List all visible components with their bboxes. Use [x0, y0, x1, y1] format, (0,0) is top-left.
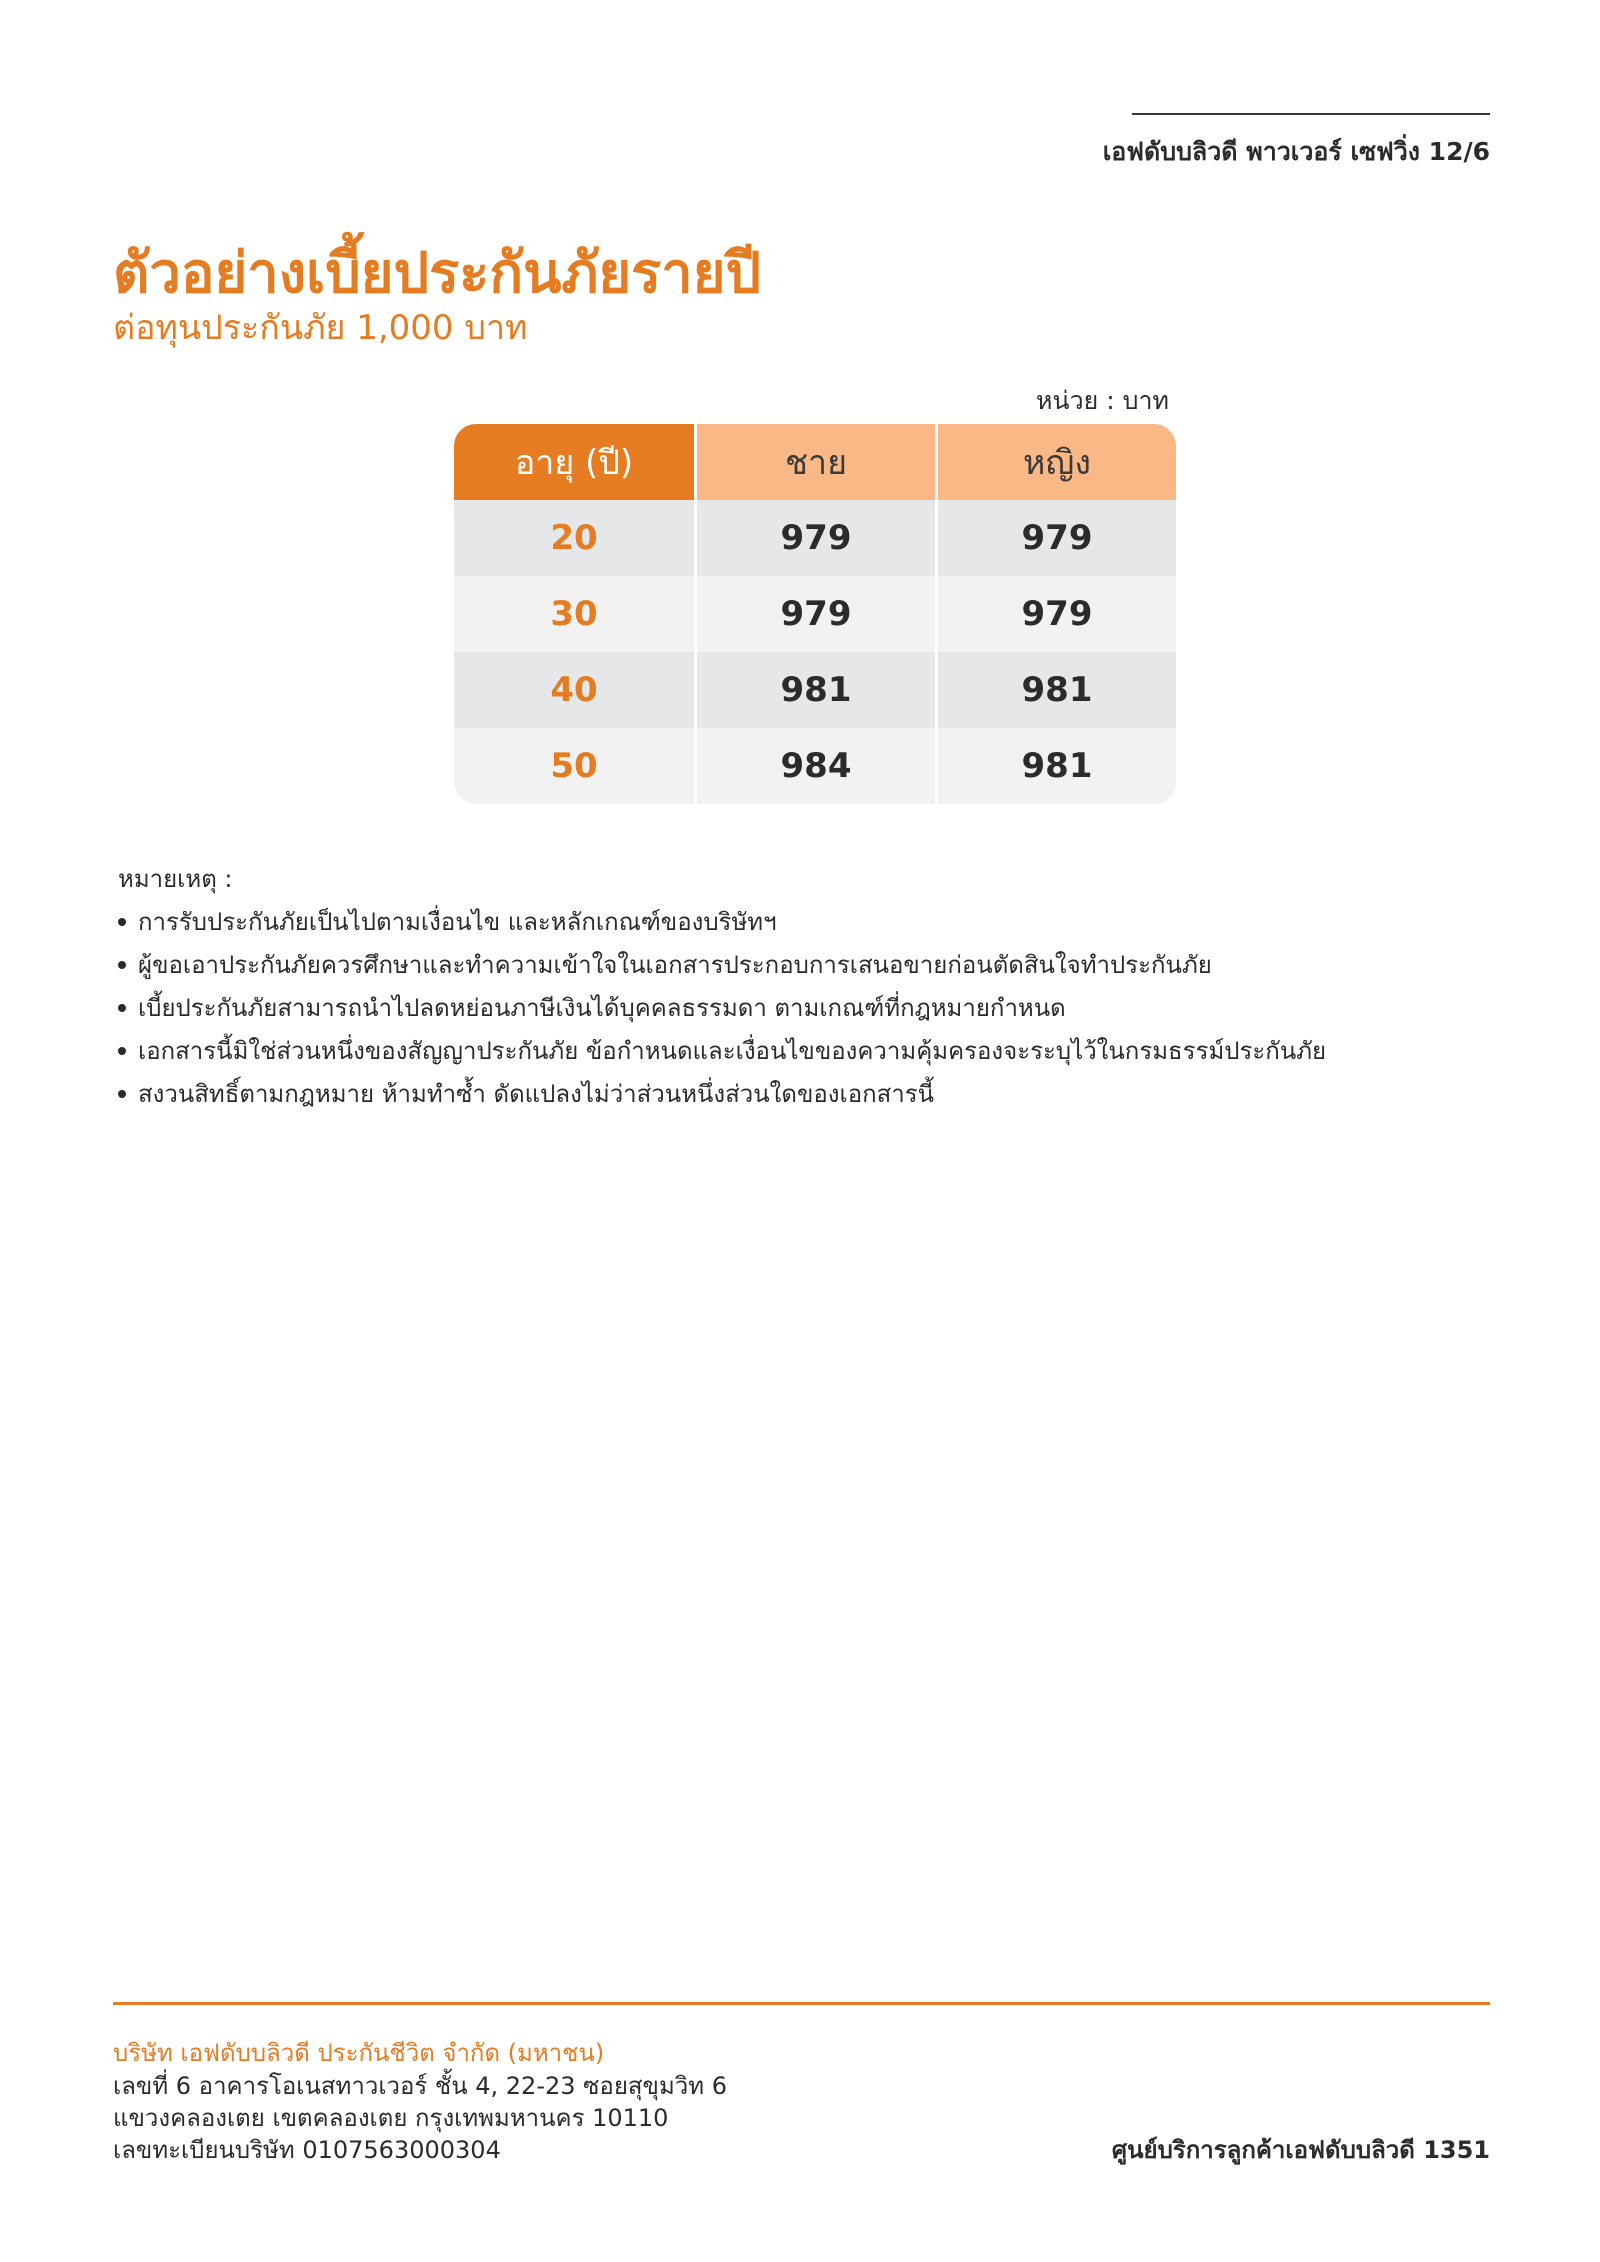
bullet-icon [118, 1004, 126, 1012]
table-row [454, 576, 1176, 652]
column-header-age: อายุ (ปี) [454, 424, 694, 500]
bullet-icon [118, 918, 126, 926]
address-line: เลขที่ 6 อาคารโอเนสทาวเวอร์ ชั้น 4, 22-23 ซอยสุขุมวิท 6 [113, 2072, 727, 2100]
note-text: เบี้ยประกันภัยสามารถนำไปลดหย่อนภาษีเงินได้บุคคลธรรมดา ตามเกณฑ์ที่กฎหมายกำหนด [138, 994, 1066, 1022]
age-cell: 50 [454, 728, 694, 804]
premium-table [454, 424, 1176, 804]
female-premium-cell: 979 [935, 500, 1176, 576]
footer-rule [113, 2002, 1490, 2005]
call-center: ศูนย์บริการลูกค้าเอฟดับบลิวดี 1351 [1111, 2136, 1490, 2164]
male-premium-cell: 979 [694, 500, 935, 576]
table-row [454, 652, 1176, 728]
female-premium-cell: 981 [935, 728, 1176, 804]
address-line: แขวงคลองเตย เขตคลองเตย กรุงเทพมหานคร 10110 [113, 2104, 669, 2132]
list-item [118, 1072, 1326, 1115]
female-premium-cell: 979 [935, 576, 1176, 652]
notes-list [118, 900, 1326, 1115]
female-premium-cell: 981 [935, 652, 1176, 728]
age-cell: 40 [454, 652, 694, 728]
table-row [454, 728, 1176, 804]
age-cell: 30 [454, 576, 694, 652]
bullet-icon [118, 961, 126, 969]
note-text: สงวนสิทธิ์ตามกฎหมาย ห้ามทำซ้ำ ดัดแปลงไม่ว่าส่วนหนึ่งส่วนใดของเอกสารนี้ [138, 1080, 935, 1108]
notes-heading: หมายเหตุ : [118, 865, 233, 893]
page-title: ตัวอย่างเบี้ยประกันภัยรายปี [113, 241, 762, 306]
list-item [118, 986, 1326, 1029]
column-header-male: ชาย [694, 424, 935, 500]
note-text: ผู้ขอเอาประกันภัยควรศึกษาและทำความเข้าใจในเอกสารประกอบการเสนอขายก่อนตัดสินใจทำประกันภัย [138, 951, 1212, 979]
bullet-icon [118, 1047, 126, 1055]
page-subtitle: ต่อทุนประกันภัย 1,000 บาท [113, 308, 528, 348]
male-premium-cell: 981 [694, 652, 935, 728]
note-text: การรับประกันภัยเป็นไปตามเงื่อนไข และหลักเกณฑ์ของบริษัทฯ [138, 908, 777, 936]
registration-number: เลขทะเบียนบริษัท 0107563000304 [113, 2136, 501, 2164]
table-row [454, 500, 1176, 576]
company-name: บริษัท เอฟดับบลิวดี ประกันชีวิต จำกัด (มหาชน) [113, 2039, 605, 2067]
table-header-row [454, 424, 1176, 500]
header-rule [1132, 113, 1490, 115]
male-premium-cell: 984 [694, 728, 935, 804]
unit-label: หน่วย : บาท [1036, 386, 1169, 415]
column-header-female: หญิง [935, 424, 1176, 500]
bullet-icon [118, 1090, 126, 1098]
document-title: เอฟดับบลิวดี พาวเวอร์ เซฟวิ่ง 12/6 [1102, 137, 1490, 166]
list-item [118, 900, 1326, 943]
list-item [118, 1029, 1326, 1072]
list-item [118, 943, 1326, 986]
age-cell: 20 [454, 500, 694, 576]
male-premium-cell: 979 [694, 576, 935, 652]
note-text: เอกสารนี้มิใช่ส่วนหนึ่งของสัญญาประกันภัย ข้อกำหนดและเงื่อนไขของความคุ้มครองจะระบุไว้ในกรมธรรม์ประกันภัย [138, 1037, 1327, 1065]
